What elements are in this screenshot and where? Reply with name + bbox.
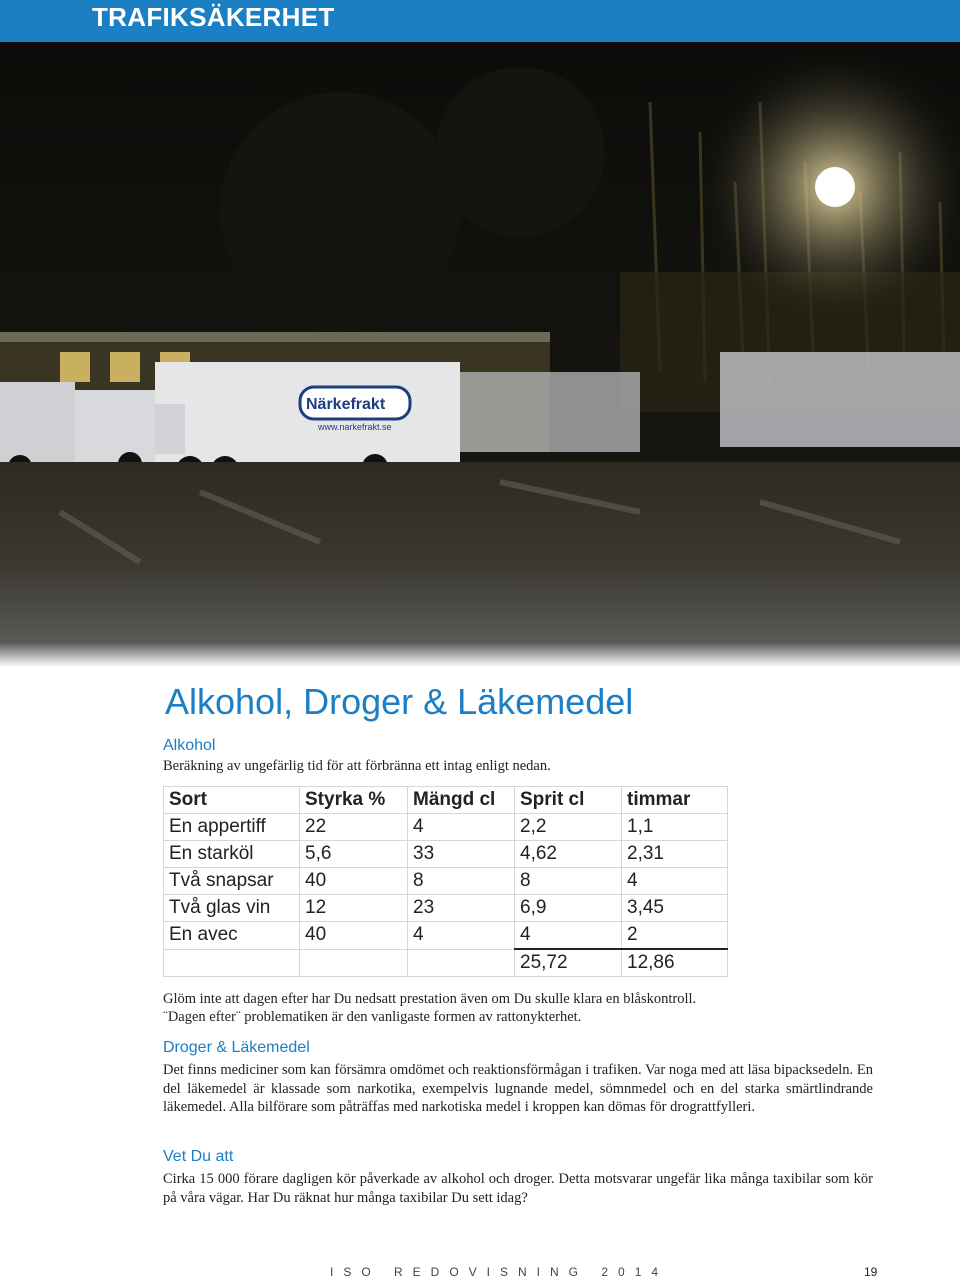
table-row xyxy=(164,841,728,868)
table-cell: En starköl xyxy=(164,841,300,868)
table-cell: 8 xyxy=(408,868,515,895)
vet-du-att-body: Cirka 15 000 förare dagligen kör påverkade av alkohol och droger. Detta motsvarar ungefär lika många taxibilar som kör på våra vägar. Har Du räknat hur många taxibilar Du sett idag? xyxy=(163,1171,873,1206)
table-row xyxy=(164,895,728,922)
table-cell: 3,45 xyxy=(622,895,728,922)
truck-url-text: www.narkefrakt.se xyxy=(318,422,392,432)
col-header: Sort xyxy=(164,787,300,814)
table-row xyxy=(164,814,728,841)
table-header-row xyxy=(164,787,728,814)
table-cell: Två glas vin xyxy=(164,895,300,922)
table-cell: En avec xyxy=(164,922,300,950)
table-cell: 40 xyxy=(300,868,408,895)
table-cell: 2,31 xyxy=(622,841,728,868)
col-header: timmar xyxy=(622,787,728,814)
alkohol-heading: Alkohol xyxy=(163,737,216,754)
table-cell: Två snapsar xyxy=(164,868,300,895)
table-cell xyxy=(300,949,408,977)
col-header: Sprit cl xyxy=(515,787,622,814)
table-cell: 12 xyxy=(300,895,408,922)
section-title: TRAFIKSÄKERHET xyxy=(92,2,335,32)
table-cell: 4,62 xyxy=(515,841,622,868)
table-cell: 5,6 xyxy=(300,841,408,868)
table-cell: 4 xyxy=(408,814,515,841)
footer-label: ISO REDOVISNING 2014 xyxy=(330,1265,669,1279)
table-row xyxy=(164,868,728,895)
table-cell: En appertiff xyxy=(164,814,300,841)
alcohol-table xyxy=(163,786,728,977)
total-sprit-cell: 25,72 xyxy=(515,949,622,977)
vet-du-att-heading: Vet Du att xyxy=(163,1148,234,1165)
table-cell: 40 xyxy=(300,922,408,950)
table-cell: 22 xyxy=(300,814,408,841)
table-cell: 33 xyxy=(408,841,515,868)
table-cell: 8 xyxy=(515,868,622,895)
truck-logo-text: Närkefrakt xyxy=(306,396,386,413)
table-cell: 2,2 xyxy=(515,814,622,841)
droger-heading: Droger & Läkemedel xyxy=(163,1039,310,1056)
table-cell: 1,1 xyxy=(622,814,728,841)
alkohol-note-1: Glöm inte att dagen efter har Du nedsatt prestation även om Du skulle klara en blåskontroll. xyxy=(163,991,697,1007)
table-cell: 4 xyxy=(622,868,728,895)
article-title: Alkohol, Droger & Läkemedel xyxy=(165,681,634,722)
table-cell: 2 xyxy=(622,922,728,950)
table-cell: 4 xyxy=(408,922,515,950)
page-number: 19 xyxy=(864,1265,878,1279)
table-cell: 6,9 xyxy=(515,895,622,922)
alkohol-intro: Beräkning av ungefärlig tid för att förbränna ett intag enligt nedan. xyxy=(163,758,551,774)
table-total-row xyxy=(164,949,728,977)
night-truck-terminal-photo xyxy=(0,42,960,667)
col-header: Mängd cl xyxy=(408,787,515,814)
table-cell: 23 xyxy=(408,895,515,922)
table-cell xyxy=(408,949,515,977)
table-row xyxy=(164,922,728,950)
total-timmar-cell: 12,86 xyxy=(622,949,728,977)
table-cell: 4 xyxy=(515,922,622,950)
alkohol-note-2: ¨Dagen efter¨ problematiken är den vanligaste formen av rattonykterhet. xyxy=(163,1009,582,1025)
table-cell xyxy=(164,949,300,977)
col-header: Styrka % xyxy=(300,787,408,814)
header-bar xyxy=(0,0,960,42)
droger-body: Det finns mediciner som kan försämra omdömet och reaktionsförmågan i trafiken. Var noga med att läsa bipacksedeln. En del läkemedel är klassade som narkotika, exempelvis lugnande medel, sömnmedel och en del starka smärtlindrande läkemedel. Alla bilförare som påträffas med narkotiska medel i kroppen kan dömas för drograttfylleri. xyxy=(163,1062,873,1115)
